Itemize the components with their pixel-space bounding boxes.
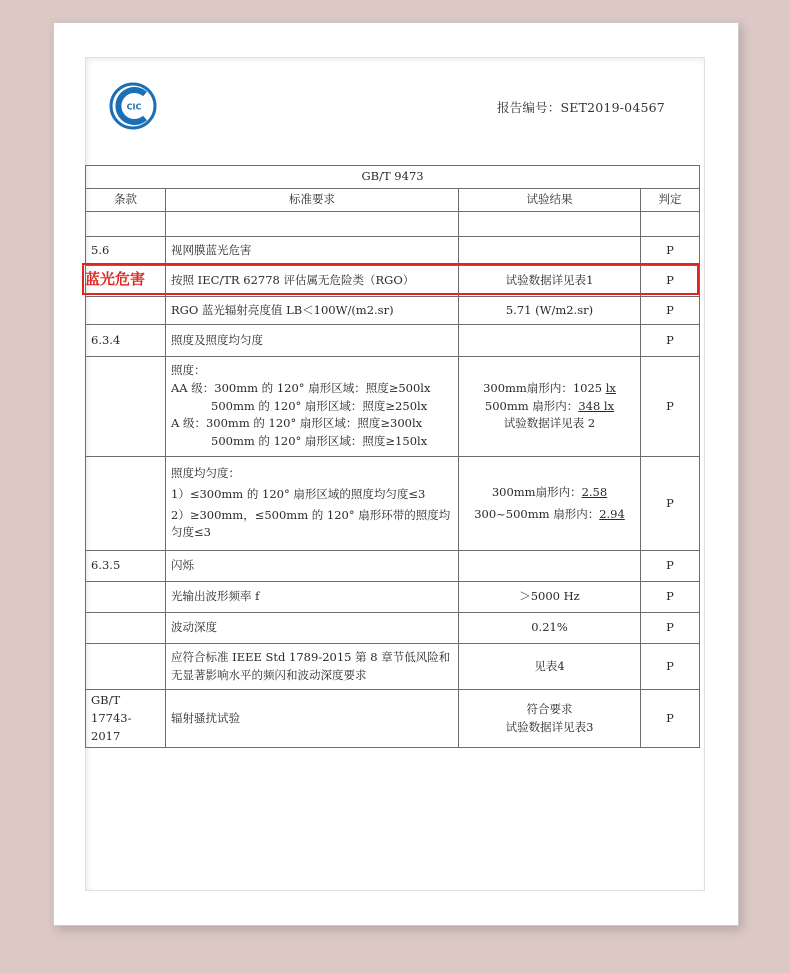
test-results-table bbox=[85, 165, 700, 748]
requirement-line: 照度： bbox=[171, 362, 206, 377]
requirement-cell: RGO 蓝光辐射亮度值 LB＜100W/(m2.sr) bbox=[166, 297, 459, 325]
clause-cell bbox=[86, 357, 166, 457]
requirement-line: 500mm 的 120° 扇形区域：照度≥150lx bbox=[211, 434, 428, 449]
verdict-cell: P bbox=[641, 613, 700, 644]
table-row-blank bbox=[86, 212, 700, 237]
requirement-line: 500mm 的 120° 扇形区域：照度≥250lx bbox=[211, 398, 428, 413]
clause-cell bbox=[86, 613, 166, 644]
requirement-cell: 辐射骚扰试验 bbox=[166, 690, 459, 748]
result-text: 300mm扇形内：1025 bbox=[483, 380, 606, 395]
requirement-cell: 视网膜蓝光危害 bbox=[166, 237, 459, 266]
table-row bbox=[86, 551, 700, 582]
requirement-line: 1）≤300mm 的 120° 扇形区域的照度均匀度≤3 bbox=[171, 486, 426, 501]
requirement-line: A 级：300mm 的 120° 扇形区域：照度≥300lx bbox=[171, 416, 423, 431]
table-row bbox=[86, 266, 700, 297]
result-cell: ＞5000 Hz bbox=[459, 582, 641, 613]
result-line bbox=[464, 484, 635, 502]
result-cell: 5.71 (W/m2.sr) bbox=[459, 297, 641, 325]
table-row bbox=[86, 613, 700, 644]
verdict-cell: P bbox=[641, 237, 700, 266]
table-row bbox=[86, 237, 700, 266]
result-value: 348 lx bbox=[578, 398, 615, 413]
verdict-cell: P bbox=[641, 690, 700, 748]
result-value: lx bbox=[605, 380, 616, 395]
result-line bbox=[464, 415, 635, 433]
verdict-cell: P bbox=[641, 325, 700, 357]
highlight-label: 蓝光危害 bbox=[85, 270, 146, 288]
result-line bbox=[464, 398, 635, 416]
result-line: 符合要求 bbox=[526, 701, 573, 716]
requirement-line: AA 级：300mm 的 120° 扇形区域：照度≥500lx bbox=[171, 380, 431, 395]
column-header-verdict: 判定 bbox=[641, 189, 700, 212]
table-row bbox=[86, 690, 700, 748]
verdict-cell: P bbox=[641, 551, 700, 582]
result-line bbox=[464, 380, 635, 398]
column-header-clause: 条款 bbox=[86, 189, 166, 212]
result-text: 300~500mm 扇形内： bbox=[474, 506, 600, 521]
column-header-requirement: 标准要求 bbox=[166, 189, 459, 212]
result-line bbox=[464, 506, 635, 524]
verdict-cell: P bbox=[641, 644, 700, 690]
result-cell bbox=[459, 457, 641, 551]
result-cell bbox=[459, 690, 641, 748]
logo-text: CIC bbox=[126, 102, 142, 112]
verdict-cell: P bbox=[641, 297, 700, 325]
clause-line: 17743-2017 bbox=[91, 710, 132, 743]
requirement-cell bbox=[166, 457, 459, 551]
result-value: 2.94 bbox=[599, 506, 625, 521]
clause-cell bbox=[86, 582, 166, 613]
clause-cell bbox=[86, 297, 166, 325]
clause-cell bbox=[86, 690, 166, 748]
result-cell bbox=[459, 551, 641, 582]
clause-cell bbox=[86, 457, 166, 551]
requirement-line: 2）≥300mm，≤500mm 的 120° 扇形环带的照度均匀度≤3 bbox=[171, 507, 451, 540]
requirement-cell: 照度及照度均匀度 bbox=[166, 325, 459, 357]
table-row bbox=[86, 297, 700, 325]
clause-cell bbox=[86, 644, 166, 690]
result-text: 500mm 扇形内： bbox=[484, 398, 579, 413]
requirement-cell: 波动深度 bbox=[166, 613, 459, 644]
table-row bbox=[86, 644, 700, 690]
verdict-cell: P bbox=[641, 357, 700, 457]
requirement-cell bbox=[166, 357, 459, 457]
cic-logo bbox=[109, 82, 157, 130]
report-number: 报告编号：SET2019-04567 bbox=[497, 100, 665, 115]
requirement-cell: 闪烁 bbox=[166, 551, 459, 582]
requirement-line: 照度均匀度： bbox=[171, 465, 240, 480]
verdict-cell: P bbox=[641, 582, 700, 613]
clause-line: GB/T bbox=[91, 693, 121, 707]
result-text: 300mm扇形内： bbox=[491, 484, 582, 499]
verdict-cell: P bbox=[641, 266, 700, 297]
column-header-result: 试验结果 bbox=[459, 189, 641, 212]
standard-title: GB/T 9473 bbox=[86, 166, 700, 189]
result-cell: 试验数据详见表1 bbox=[459, 266, 641, 297]
table-row bbox=[86, 325, 700, 357]
table-row bbox=[86, 582, 700, 613]
requirement-cell: 应符合标准 IEEE Std 1789-2015 第 8 章节低风险和无显著影响水平的频闪和波动深度要求 bbox=[166, 644, 459, 690]
result-cell bbox=[459, 357, 641, 457]
clause-cell: 5.6 bbox=[86, 237, 166, 266]
result-cell bbox=[459, 237, 641, 266]
table-row bbox=[86, 457, 700, 551]
clause-cell: 6.3.4 bbox=[86, 325, 166, 357]
requirement-cell: 光输出波形频率 f bbox=[166, 582, 459, 613]
result-text: 试验数据详见表 2 bbox=[503, 416, 596, 431]
verdict-cell: P bbox=[641, 457, 700, 551]
result-cell: 见表4 bbox=[459, 644, 641, 690]
requirement-cell: 按照 IEC/TR 62778 评估属无危险类（RGO） bbox=[166, 266, 459, 297]
table-row bbox=[86, 357, 700, 457]
result-value: 2.58 bbox=[581, 484, 608, 499]
result-cell: 0.21% bbox=[459, 613, 641, 644]
clause-cell: 6.3.5 bbox=[86, 551, 166, 582]
result-line: 试验数据详见表3 bbox=[505, 719, 594, 734]
result-cell bbox=[459, 325, 641, 357]
